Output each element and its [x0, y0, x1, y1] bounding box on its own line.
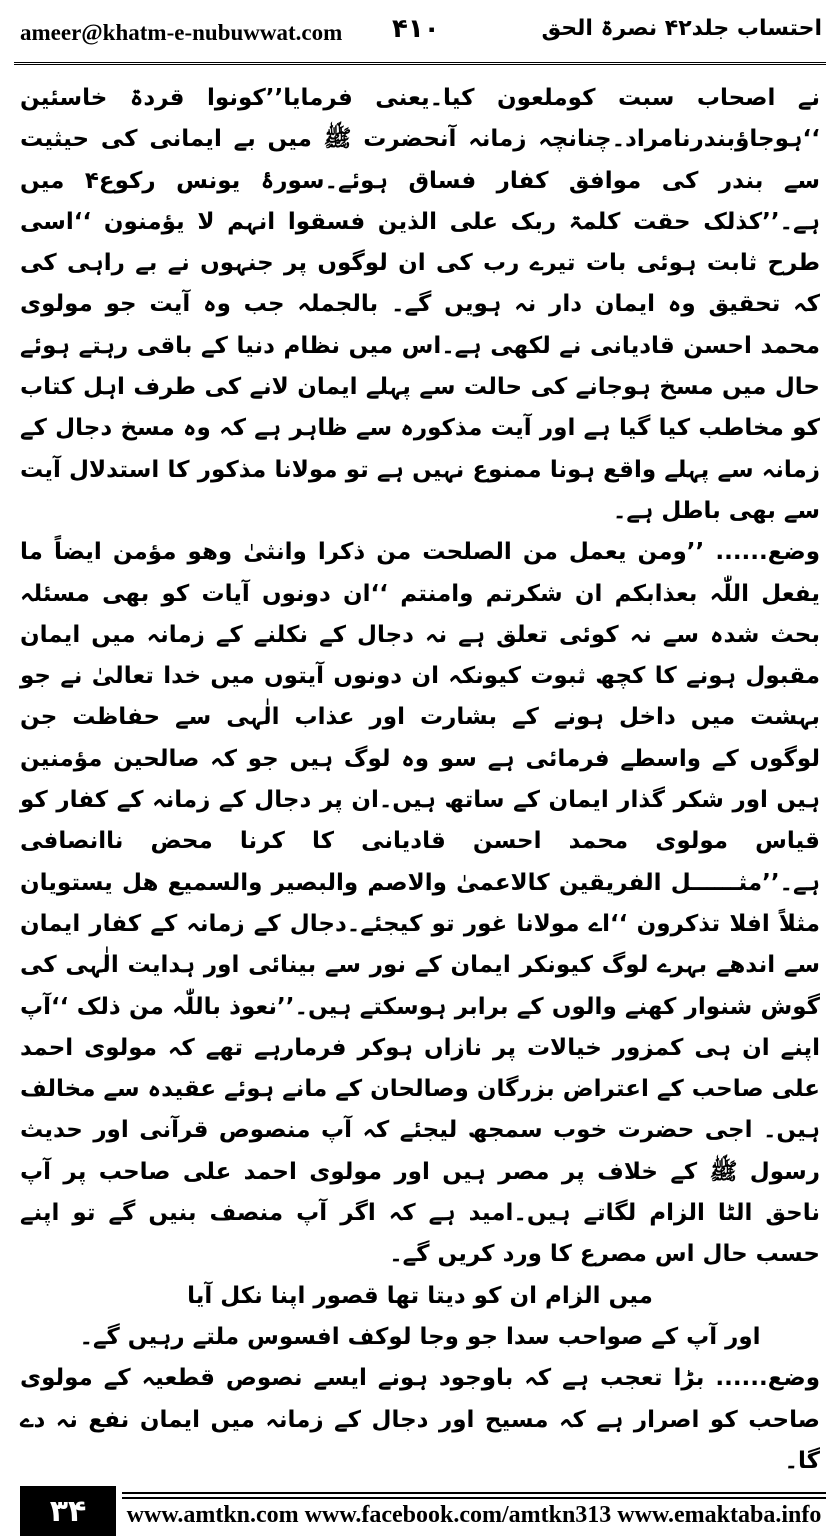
paragraph-1: نے اصحاب سبت کوملعون کیا۔یعنی فرمایا’’کونوا قردۃ خاسئین ‘‘ہوجاؤبندرنامراد۔چنانچہ زمانہ آنحضرت ﷺ میں بے ایمانی کی حیثیت سے بندر کی موافق کفار فساق ہوئے۔سورۂ یونس رکوع۴ میں ہے۔’’کذلک حقت کلمۃ ربک علی الذین فسقوا انہم لا یؤمنون ‘‘اسی طرح ثابت ہوئی بات تیرے رب کی ان لوگوں پر جنہوں نے بے راہی کی کہ تحقیق وہ ایمان دار نہ ہویں گے۔ بالجملہ جب وہ آیت جو مولوی محمد احسن قادیانی نے لکھی ہے۔اس میں نظام دنیا کے باقی رہتے ہوئے حال میں مسخ ہوجانے کی حالت سے پہلے ایمان لانے کی طرف اہل کتاب کو مخاطب کیا گیا ہے اور آیت مذکورہ سے ظاہر ہے کہ وہ مسخ دجال کے زمانہ سے پہلے واقع ہونا ممنوع نہیں ہے تو مولانا مذکور کا استدلال آیت سے بھی باطل ہے۔ — [20, 85, 820, 524]
page-footer — [0, 1478, 840, 1540]
footer-rule-top — [122, 1492, 826, 1494]
paragraph-2: وضع...... ’’ومن یعمل من الصلحت من ذکرا وانثیٰ وھو مؤمن ایضاً ما یفعل اللّٰہ بعذابکم ان شکرتم وامنتم ‘‘ان دونوں آیات کو بھی مسئلہ بحث شدہ سے نہ کوئی تعلق ہے نہ دجال کے نکلنے کے زمانہ میں ایمان مقبول ہونے کا کچھ ثبوت کیونکہ ان دونوں آیتوں میں خدا تعالیٰ نے جو بہشت میں داخل ہونے کے بشارت اور عذاب الٰہی سے حفاظت جن لوگوں کے واسطے فرمائی ہے سو وہ لوگ ہیں جو کہ صالحین مؤمنین ہیں اور شکر گذار ایمان کے ساتھ ہیں۔ان پر دجال کے زمانہ کے کفار کو قیاس مولوی محمد احسن قادیانی کا کرنا محض ناانصافی ہے۔’’مثــــــل الفریقین کالاعمیٰ والاصم والبصیر والسمیع ھل یستویان مثلاً افلا تذکرون ‘‘اے مولانا غور تو کیجئے۔دجال کے زمانہ کے کفار ایمان سے اندھے بہرے لوگ کیونکر ایمان کے نور سے بینائی اور ہدایت الٰہی کی گوش شنوار کھنے والوں کے برابر ہوسکتے ہیں۔’’نعوذ باللّٰہ من ذلک ‘‘آپ اپنے ان ہی کمزور خیالات پر نازاں ہوکر فرمارہے تھے کہ مولوی احمد علی صاحب کے اعتراض بزرگان وصالحان کے مانے ہوئے عقیدہ سے مخالف ہیں۔ اجی حضرت خوب سمجھ لیجئے کہ آپ منصوص قرآنی اور حدیث رسول ﷺ کے خلاف پر مصر ہیں اور مولوی احمد علی صاحب پر آپ ناحق الٹا الزام لگاتے ہیں۔امید ہے کہ اگر آپ منصف بنیں گے تو اپنے حسب حال اس مصرع کا ورد کریں گے۔ — [20, 539, 820, 1268]
paragraph-3: وضع...... بڑا تعجب ہے کہ باوجود ہونے ایسے نصوص قطعیہ کے مولوی صاحب کو اصرار ہے کہ مسیح اور دجال کے زمانہ میں ایمان نفع نہ دے گا۔ — [20, 1365, 820, 1474]
footer-rule-bottom — [122, 1497, 826, 1499]
page-body — [20, 78, 820, 1482]
header-page-number: ۴۱۰ — [392, 14, 440, 44]
header-email: ameer@khatm-e-nubuwwat.com — [20, 20, 343, 45]
footer-page-number: ۳۴ — [20, 1486, 116, 1536]
verse-line-1: میں الزام ان کو دیتا تھا قصور اپنا نکل آیا — [187, 1282, 653, 1309]
page-header — [0, 0, 840, 70]
verse-line-2: اور آپ کے صواحب سدا جو وجا لوکف افسوس ملتے رہیں گے۔ — [79, 1323, 761, 1350]
header-divider — [14, 62, 826, 65]
footer-urls: www.amtkn.com www.facebook.com/amtkn313 www.emaktaba.info — [126, 1502, 822, 1528]
header-book-title: احتساب جلد۴۲ نصرۃ الحق — [541, 16, 822, 41]
